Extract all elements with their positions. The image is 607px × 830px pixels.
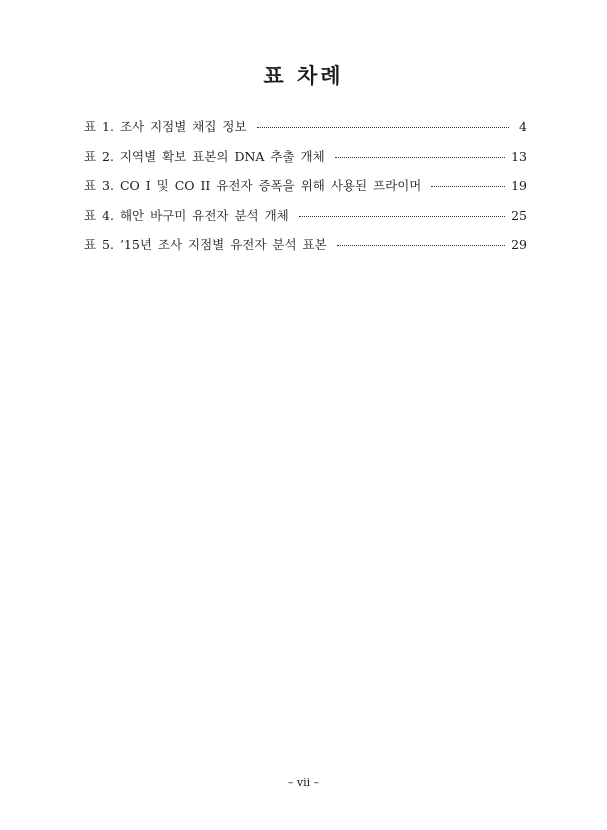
page-number: – vii – — [287, 776, 320, 789]
toc-entry-page: 29 — [511, 237, 527, 252]
dot-leader — [337, 245, 505, 246]
toc-entry-label: 표 4. 해안 바구미 유전자 분석 개체 — [84, 207, 289, 223]
toc-entry-4[interactable] — [84, 201, 527, 231]
toc-entry-label: 표 3. CO I 및 CO II 유전자 증폭을 위해 사용된 프라이머 — [84, 178, 422, 193]
table-of-contents — [84, 112, 527, 260]
dot-leader — [257, 127, 509, 128]
toc-entry-1[interactable] — [84, 112, 527, 142]
toc-entry-3[interactable] — [84, 171, 527, 201]
toc-entry-page: 13 — [511, 148, 527, 164]
toc-entry-label: 표 5. ’15년 조사 지점별 유전자 분석 표본 — [84, 237, 327, 252]
toc-entry-label: 표 2. 지역별 확보 표본의 DNA 추출 개체 — [84, 148, 325, 164]
toc-entry-2[interactable] — [84, 142, 527, 172]
dot-leader — [335, 157, 505, 158]
dot-leader — [431, 186, 505, 187]
page-title: 표 차례 — [263, 63, 344, 88]
toc-entry-page: 25 — [511, 207, 527, 223]
dot-leader — [299, 216, 505, 217]
toc-entry-page: 4 — [519, 119, 527, 134]
toc-entry-5[interactable] — [84, 230, 527, 260]
toc-entry-label: 표 1. 조사 지점별 채집 정보 — [84, 119, 247, 134]
toc-entry-page: 19 — [511, 178, 527, 193]
